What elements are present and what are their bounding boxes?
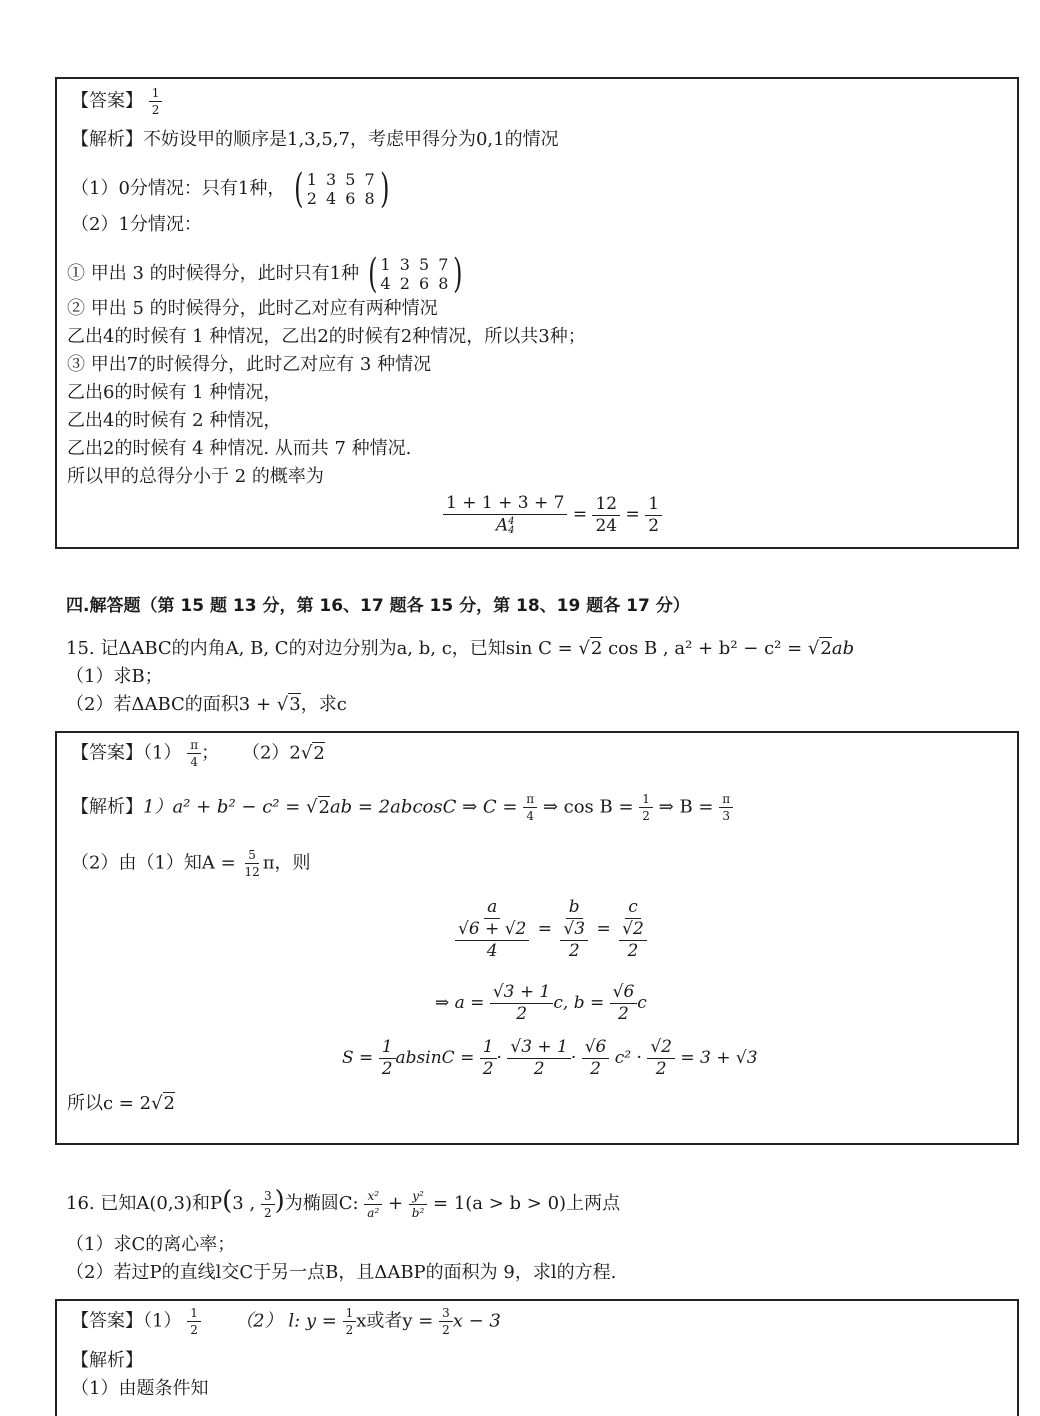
q16-stem: 16. 已知A(0,3)和P(3 , $\frac{3}{2}$ )为椭圆C: $\frac{\text{x²}}{\text{a²}}$ + $\frac{\text{y²}}{\text{b²}}$ = 1(a > b > 0)上两点 [66, 1186, 621, 1220]
case2-line: （2）1分情况： [71, 214, 202, 235]
answer-label: 【答案】 [71, 90, 143, 112]
a-b-equation: ⇒ a = $\frac{√3 + 1}{2}$ c, b = $\frac{√6}{2}$ c [435, 982, 647, 1024]
q15-stem: 15. 记ΔABC的内角A, B, C的对边分别为a, b, c，已知sin C = √2 cos B , a² + b² − c² = √2ab [66, 638, 855, 659]
sub1-line: ① 甲出 3 的时候得分，此时只有1种 ( 1 3 5 7 4 2 6 8 ) [67, 254, 466, 294]
sub3-line: ③ 甲出7的时候得分，此时乙对应有 3 种情况 [67, 354, 432, 375]
probability-formula: 1 + 1 + 3 + 7 A 4 4 = $\frac{12}{24}$ = $\frac{1}{2}$ [443, 495, 662, 535]
case1-matrix: ( 1 3 5 7 2 4 6 8 ) [294, 166, 390, 212]
sub3-line3: 乙出2的时候有 4 种情况. 从而共 7 种情况. [67, 438, 412, 459]
area-equation: S = $\frac{1}{2}$ absinC = $\frac{1}{2}$ · $\frac{√3 + 1}{2}$ · $\frac{√6}{2}$ c² · $\frac{√2}{2}$ = 3 + √3 [342, 1037, 758, 1079]
answer-line: 【答案】（1） $\frac{\pi}{4}$ ； （2）2√2 [71, 738, 325, 769]
answer-line [71, 87, 162, 116]
step2-line: （2）由（1）知A = $\frac{5}{12}$ π，则 [71, 848, 311, 879]
answer-box-16 [55, 1299, 1019, 1416]
analysis-line: 【解析】1）a² + b² − c² = √2ab = 2abcosC ⇒ C = $\frac{\pi}{4}$ ⇒ cos B = $\frac{1}{2}$ ⇒ B = $\frac{\pi}{3}$ [71, 793, 733, 822]
sub2-line: ② 甲出 5 的时候得分，此时乙对应有两种情况 [67, 298, 438, 319]
answer-fraction: $\frac{1}{2}$ [149, 87, 163, 116]
section-heading: 四.解答题（第 15 题 13 分，第 16、17 题各 15 分，第 18、19 题各 17 分） [66, 596, 690, 616]
sub1-matrix: ( 1 3 5 7 4 2 6 8 ) [367, 251, 463, 297]
q15-part1: （1）求B； [66, 666, 163, 687]
answer-line: 【答案】（1） $\frac{1}{2}$ （2） l: y = $\frac{1}{2}$ x或者y = $\frac{3}{2}$ x − 3 [71, 1306, 501, 1337]
sub2-detail: 乙出4的时候有 1 种情况，乙出2的时候有2种情况，所以共3种； [67, 326, 586, 347]
q16-part1: （1）求C的离心率； [66, 1234, 236, 1255]
conclusion-line: 所以甲的总得分小于 2 的概率为 [67, 466, 324, 487]
q15-part2: （2）若ΔABC的面积3 + √3，求c [66, 694, 347, 715]
case1-line: （1）0分情况：只有1种， ( 1 3 5 7 2 4 6 8 ) [71, 169, 392, 209]
sub3-line1: 乙出6的时候有 1 种情况， [67, 382, 282, 403]
analysis-label: 【解析】 [71, 1350, 143, 1371]
q16-part2: （2）若过P的直线l交C于另一点B，且ΔABP的面积为 9，求l的方程. [66, 1262, 617, 1283]
ratio-equation: $\frac{a}{\frac{√6 + √2}{4}}$ = $\frac{b}{\frac{√3}{2}}$ = $\frac{c}{\frac{√2}{2}}$ [452, 899, 650, 960]
analysis-line [71, 127, 559, 153]
sub3-line2: 乙出4的时候有 2 种情况， [67, 410, 282, 431]
analysis-label: 【解析】 [71, 129, 143, 150]
answer-box-14 [55, 77, 1019, 549]
answer-box-15 [55, 731, 1019, 1145]
step1-line: （1）由题条件知 [71, 1378, 209, 1399]
analysis-text: 不妨设甲的顺序是1,3,5,7，考虑甲得分为0,1的情况 [143, 129, 559, 150]
final-line: 所以c = 2√2 [67, 1093, 175, 1114]
